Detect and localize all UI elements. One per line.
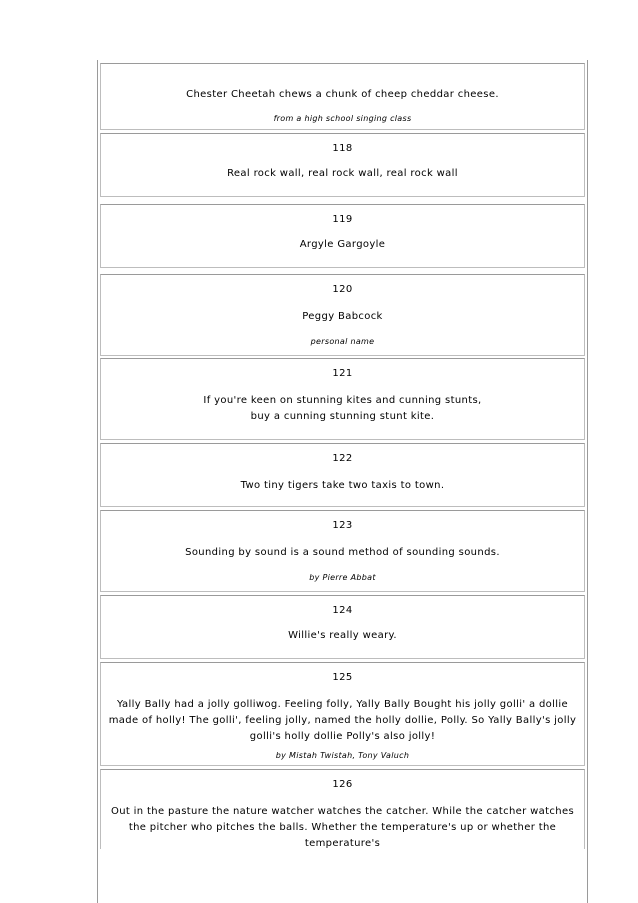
entry-cell (100, 769, 585, 849)
entry-text: Argyle Gargoyle (299, 239, 386, 250)
entry-cell (100, 595, 585, 659)
entry-cell (100, 358, 585, 440)
entry-note: by Mistah Twistah, Tony Valuch (275, 751, 410, 760)
entry-number: 126 (332, 779, 353, 790)
entry-cell (100, 204, 585, 268)
entry-number: 121 (332, 368, 353, 379)
entry-text: Sounding by sound is a sound method of sounding sounds. (185, 547, 500, 558)
entry-text: If you're keen on stunning kites and cunning stunts, buy a cunning stunning stunt kite. (203, 395, 482, 422)
entry-text: Out in the pasture the nature watcher watches the catcher. While the catcher watches the pitcher who pitches the balls. Whether the temperature's up or whether the temperature's (110, 806, 575, 849)
entry-cell (100, 133, 585, 197)
entry-text: Willie's really weary. (288, 630, 397, 641)
entry-cell (100, 510, 585, 592)
entry-cell (100, 662, 585, 766)
entry-number: 119 (332, 214, 353, 225)
entry-cell (100, 443, 585, 507)
entry-note: personal name (310, 337, 375, 346)
entry-cell (100, 274, 585, 356)
entry-cell (100, 63, 585, 130)
entry-number: 123 (332, 520, 353, 531)
entry-number: 125 (332, 672, 353, 683)
entry-text: Peggy Babcock (302, 311, 383, 322)
entry-text: Real rock wall, real rock wall, real rock wall (227, 168, 458, 179)
entry-note: by Pierre Abbat (309, 573, 376, 582)
entry-text: Two tiny tigers take two taxis to town. (240, 480, 445, 491)
entry-number: 118 (332, 143, 353, 154)
entry-number: 122 (332, 453, 353, 464)
document-page (97, 60, 588, 903)
entry-text: Chester Cheetah chews a chunk of cheep cheddar cheese. (186, 89, 499, 100)
entry-text: Yally Bally had a jolly golliwog. Feeling folly, Yally Bally Bought his jolly golli' a dollie made of holly! The golli', feeling jolly, named the holly dollie, Polly. So Yally Bally's jolly golli's holly dollie Polly's also jolly! (108, 699, 577, 742)
entry-number: 124 (332, 605, 353, 616)
entry-note: from a high school singing class (273, 114, 412, 123)
entry-number: 120 (332, 284, 353, 295)
